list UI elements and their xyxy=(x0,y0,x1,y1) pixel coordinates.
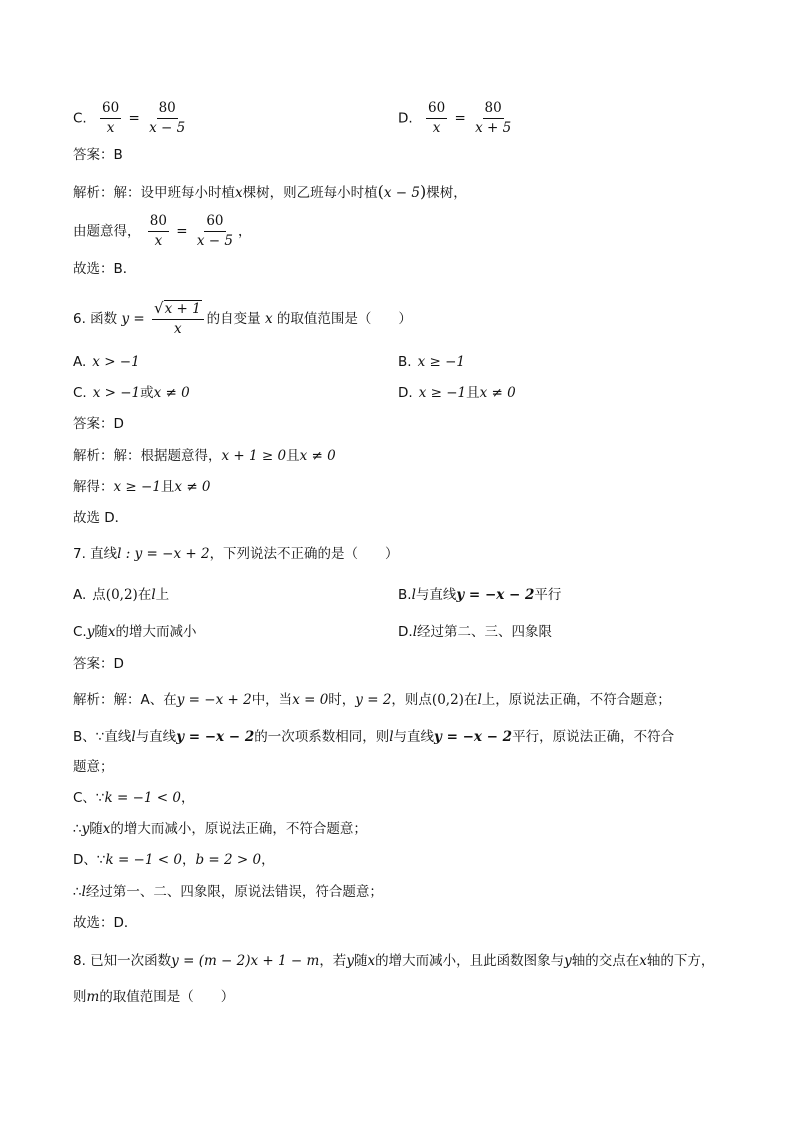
q7-option-c: C.y随x的增大而减小 xyxy=(73,624,197,640)
q7-answer: 答案：D xyxy=(73,656,124,672)
q7-analysis-d: D、∵k = −1 < 0，b = 2 > 0， xyxy=(73,852,275,868)
q7-option-a: A. 点(0,2)在l上 xyxy=(73,587,170,603)
fraction: $\frac{60}{x}$ xyxy=(102,100,120,136)
q6-analysis: 解析：解：根据题意得，x + 1 ≥ 0且x ≠ 0 xyxy=(73,448,336,464)
fraction: √ x + 1 x xyxy=(152,300,204,338)
fraction: $\frac{80}{x}$ xyxy=(149,213,167,249)
q5-choose: 故选：B． xyxy=(73,261,137,277)
q7-analysis-c2: ∴y随x的增大而减小，原说法正确，不符合题意； xyxy=(73,821,367,837)
q7-analysis-c: C、∵k = −1 < 0， xyxy=(73,790,195,806)
q7-analysis-d2: ∴l经过第一、二、四象限，原说法错误，符合题意； xyxy=(73,884,383,900)
q7-analysis-b: B、∵直线l与直线y = −x − 2的一次项系数相同，则l与直线y = −x − 2平行，原说法正确，不符合 xyxy=(73,729,675,745)
q7-option-d: D.l经过第二、三、四象限 xyxy=(398,624,553,640)
q6-answer: 答案：D xyxy=(73,416,124,432)
q6-option-c: C. x > −1或x ≠ 0 xyxy=(73,385,190,401)
q7-analysis-b2: 题意； xyxy=(73,759,114,775)
q6-option-d: D. x ≥ −1且x ≠ 0 xyxy=(398,385,516,401)
q6-solve: 解得：x ≥ −1且x ≠ 0 xyxy=(73,479,211,495)
q7-analysis-a: 解析：解：A、在y = −x + 2中，当x = 0时，y = 2，则点(0,2)在l上，原说法正确，不符合题意； xyxy=(73,692,671,708)
q5-answer: 答案：B xyxy=(73,147,123,163)
q7-choose: 故选：D． xyxy=(73,915,138,931)
q7-stem: 7. 直线l : y = −x + 2，下列说法不正确的是（ ） xyxy=(73,546,399,562)
fraction: $\frac{80}{x - 5}$ xyxy=(149,100,186,136)
fraction: $\frac{60}{x - 5}$ xyxy=(196,213,233,249)
q5-analysis: 解析：解：设甲班每小时植x棵树，则乙班每小时植(x − 5)棵树， xyxy=(73,182,467,201)
q5-given: 由题意得， $\frac{80}{x}$ = $\frac{60}{x - 5}$ ， xyxy=(73,213,252,249)
fraction: $\frac{60}{x}$ xyxy=(427,100,446,136)
q5-option-c: C. $\frac{60}{x}$ = $\frac{80}{x - 5}$ xyxy=(73,100,186,136)
sqrt: √ x + 1 xyxy=(154,299,201,317)
q6-stem: 6. 函数 y = √ x + 1 x 的自变量 x 的取值范围是（ ） xyxy=(73,299,412,337)
q8-stem-line2: 则m的取值范围是（ ） xyxy=(73,989,235,1005)
q6-option-b: B. x ≥ −1 xyxy=(398,354,465,370)
q5-option-d: D. $\frac{60}{x}$ = $\frac{80}{x + 5}$ xyxy=(398,100,512,136)
q6-option-a: A. x > −1 xyxy=(73,354,140,370)
q7-option-b: B.l与直线y = −x − 2平行 xyxy=(398,587,562,603)
q8-stem: 8. 已知一次函数y = (m − 2)x + 1 − m，若y随x的增大而减小，且此函数图象与y轴的交点在x轴的下方， xyxy=(73,953,715,969)
fraction: $\frac{80}{x + 5}$ xyxy=(475,100,512,136)
q6-choose: 故选 D． xyxy=(73,510,129,526)
